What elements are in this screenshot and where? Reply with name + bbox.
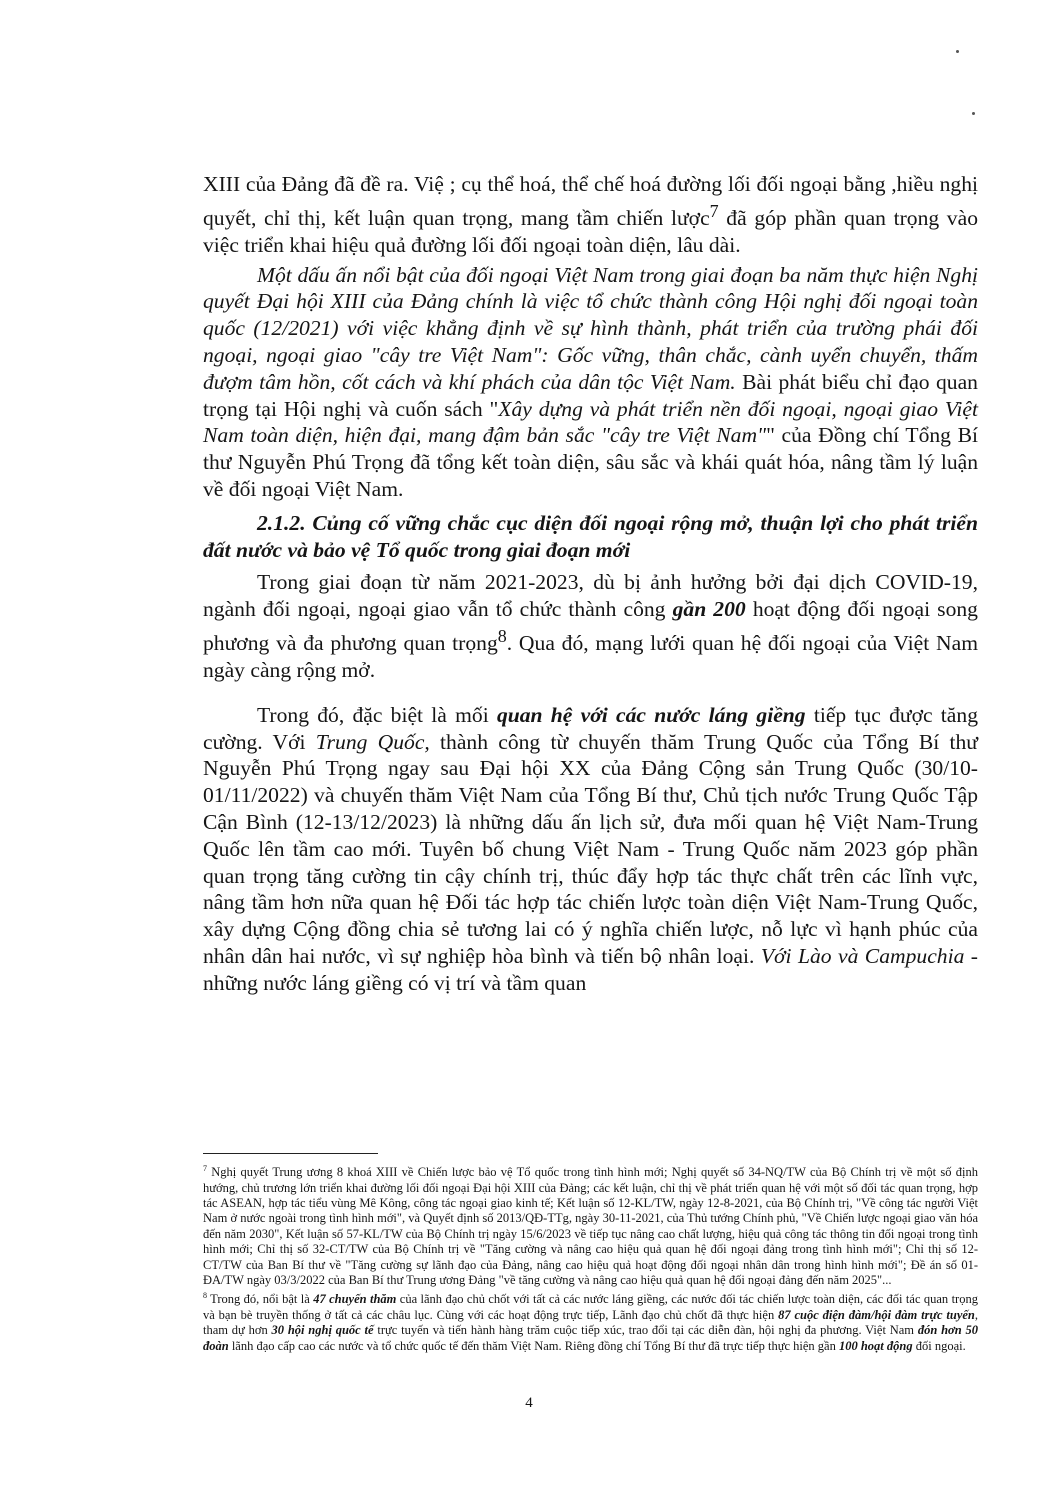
scan-speck (972, 112, 975, 115)
section-heading: 2.1.2. Củng cố vững chắc cục diện đối ngoại rộng mở, thuận lợi cho phát triển đất nước và bảo vệ Tổ quốc trong giai đoạn mới (203, 510, 978, 562)
footnote-8: $^8$ Trong đó, nổi bật là 47 chuyến thăm của lãnh đạo chủ chốt với tất cả các nước láng giềng, các nước đối tác chiến lược toàn diện, các đối tác quan trọng và bạn bè truyền thống ở tất cả các châu lục. Cùng với các hoạt động trực tiếp, Lãnh đạo chủ chốt đã thực hiện 87 cuộc điện đàm/hội đàm trực tuyến, tham dự hơn 30 hội nghị quốc tế trực tuyến và tiến hành hàng trăm cuộc tiếp xúc, trao đổi tại các diễn đàn, hội nghị đa phương. Việt Nam đón hơn 50 đoàn lãnh đạo cấp cao các nước và tổ chức quốc tế đến thăm Việt Nam. Riêng đồng chí Tổng Bí thư đã trực tiếp thực hiện gần 100 hoạt động đối ngoại. (203, 1291, 978, 1353)
footnotes (203, 1161, 978, 1354)
paragraph-1: XIII của Đảng đã đề ra. Việ ; cụ thể hoá, thể chế hoá đường lối đối ngoại bằng ,hiều nghị quyết, chỉ thị, kết luận quan trọng, mang tầm chiến lược$^7$ đã góp phần quan trọng vào việc triển khai hiệu quả đường lối đối ngoại toàn diện, lâu dài. (203, 172, 978, 257)
footnote-ref-7[interactable]: 7 (709, 200, 719, 221)
scan-speck (956, 50, 959, 53)
footnote-ref-8[interactable]: 8 (497, 625, 507, 646)
paragraph-4: Trong đó, đặc biệt là mối quan hệ với các nước láng giềng tiếp tục được tăng cường. Với Trung Quốc, thành công từ chuyến thăm Trung Quốc của Tổng Bí thư Nguyễn Phú Trọng ngay sau Đại hội XX của Đảng Cộng sản Trung Quốc (30/10-01/11/2022) và chuyến thăm Việt Nam của Tổng Bí thư, Chủ tịch nước Trung Quốc Tập Cận Bình (12-13/12/2023) là những dấu ấn lịch sử, đưa mối quan hệ Việt Nam-Trung Quốc lên tầm cao mới. Tuyên bố chung Việt Nam - Trung Quốc năm 2023 góp phần quan trọng tăng cường tin cậy chính trị, thúc đẩy hợp tác thực chất trên các lĩnh vực, nâng tầm hơn nữa quan hệ Đối tác hợp tác chiến lược toàn diện Việt Nam-Trung Quốc, xây dựng Cộng đồng chia sẻ tương lai có ý nghĩa chiến lược, nỗ lực vì hạnh phúc của nhân dân hai nước, vì sự nghiệp hòa bình và tiến bộ nhân loại. Với Lào và Campuchia - những nước láng giềng có vị trí và tầm quan (203, 702, 978, 995)
footnote-divider (203, 1153, 378, 1154)
paragraph-3: Trong giai đoạn từ năm 2021-2023, dù bị ảnh hưởng bởi đại dịch COVID-19, ngành đối ngoại, ngoại giao vẫn tổ chức thành công gần 200 hoạt động đối ngoại song phương và đa phương quan trọng$^8$. Qua đó, mạng lưới quan hệ đối ngoại của Việt Nam ngày càng rộng mở. (203, 570, 978, 682)
paragraph-2: Một dấu ấn nổi bật của đối ngoại Việt Nam trong giai đoạn ba năm thực hiện Nghị quyết Đại hội XIII của Đảng chính là việc tổ chức thành công Hội nghị đối ngoại toàn quốc (12/2021) với việc khẳng định về sự hình thành, phát triển của trường phái đối ngoại, ngoại giao "cây tre Việt Nam": Gốc vững, thân chắc, cành uyển chuyển, thấm đượm tâm hồn, cốt cách và khí phách của dân tộc Việt Nam. Bài phát biểu chỉ đạo quan trọng tại Hội nghị và cuốn sách "Xây dựng và phát triển nền đối ngoại, ngoại giao Việt Nam toàn diện, hiện đại, mang đậm bản sắc "cây tre Việt Nam"" của Đồng chí Tổng Bí thư Nguyễn Phú Trọng đã tổng kết toàn diện, sâu sắc và khái quát hóa, nâng tầm lý luận về đối ngoại Việt Nam. (203, 262, 979, 501)
page-number: 4 (525, 1395, 533, 1411)
footnote-7: $^7$ Nghị quyết Trung ương 8 khoá XIII về Chiến lược bảo vệ Tổ quốc trong tình hình mới; Nghị quyết số 34-NQ/TW của Bộ Chính trị về một số định hướng, chủ trương lớn triển khai đường lối đối ngoại Đại hội XIII của Đảng; các kết luận, chỉ thị về phát triển quan hệ với một số đối tác quan trọng, hợp tác ASEAN, hợp tác tiểu vùng Mê Kông, công tác ngoại giao kinh tế; Kết luận số 12-KL/TW, ngày 12-8-2021, của Bộ Chính trị, "Về công tác người Việt Nam ở nước ngoài trong tình hình mới", và Quyết định số 2013/QĐ-TTg, ngày 30-11-2021, của Thủ tướng Chính phủ, "Về Chiến lược ngoại giao văn hóa đến năm 2030", Kết luận số 57-KL/TW của Bộ Chính trị ngày 15/6/2023 về tiếp tục nâng cao chất lượng, hiệu quả công tác thông tin đối ngoại trong tình hình mới; Chỉ thị số 32-CT/TW của Bộ Chính trị về "Tăng cường và nâng cao hiệu quả quan hệ đối ngoại đảng trong tình hình mới"; Chỉ thị số 12-CT/TW của Ban Bí thư về "Tăng cường sự lãnh đạo của Đảng, nâng cao hiệu quả hoạt động đối ngoại nhân dân trong hình hình mới"; Đề án số 01-ĐA/TW ngày 03/3/2022 của Ban Bí thư Trung ương Đảng "về tăng cường và nâng cao hiệu quả quan hệ đối ngoại đảng đến năm 2025"... (203, 1164, 978, 1287)
body-text (203, 171, 978, 996)
